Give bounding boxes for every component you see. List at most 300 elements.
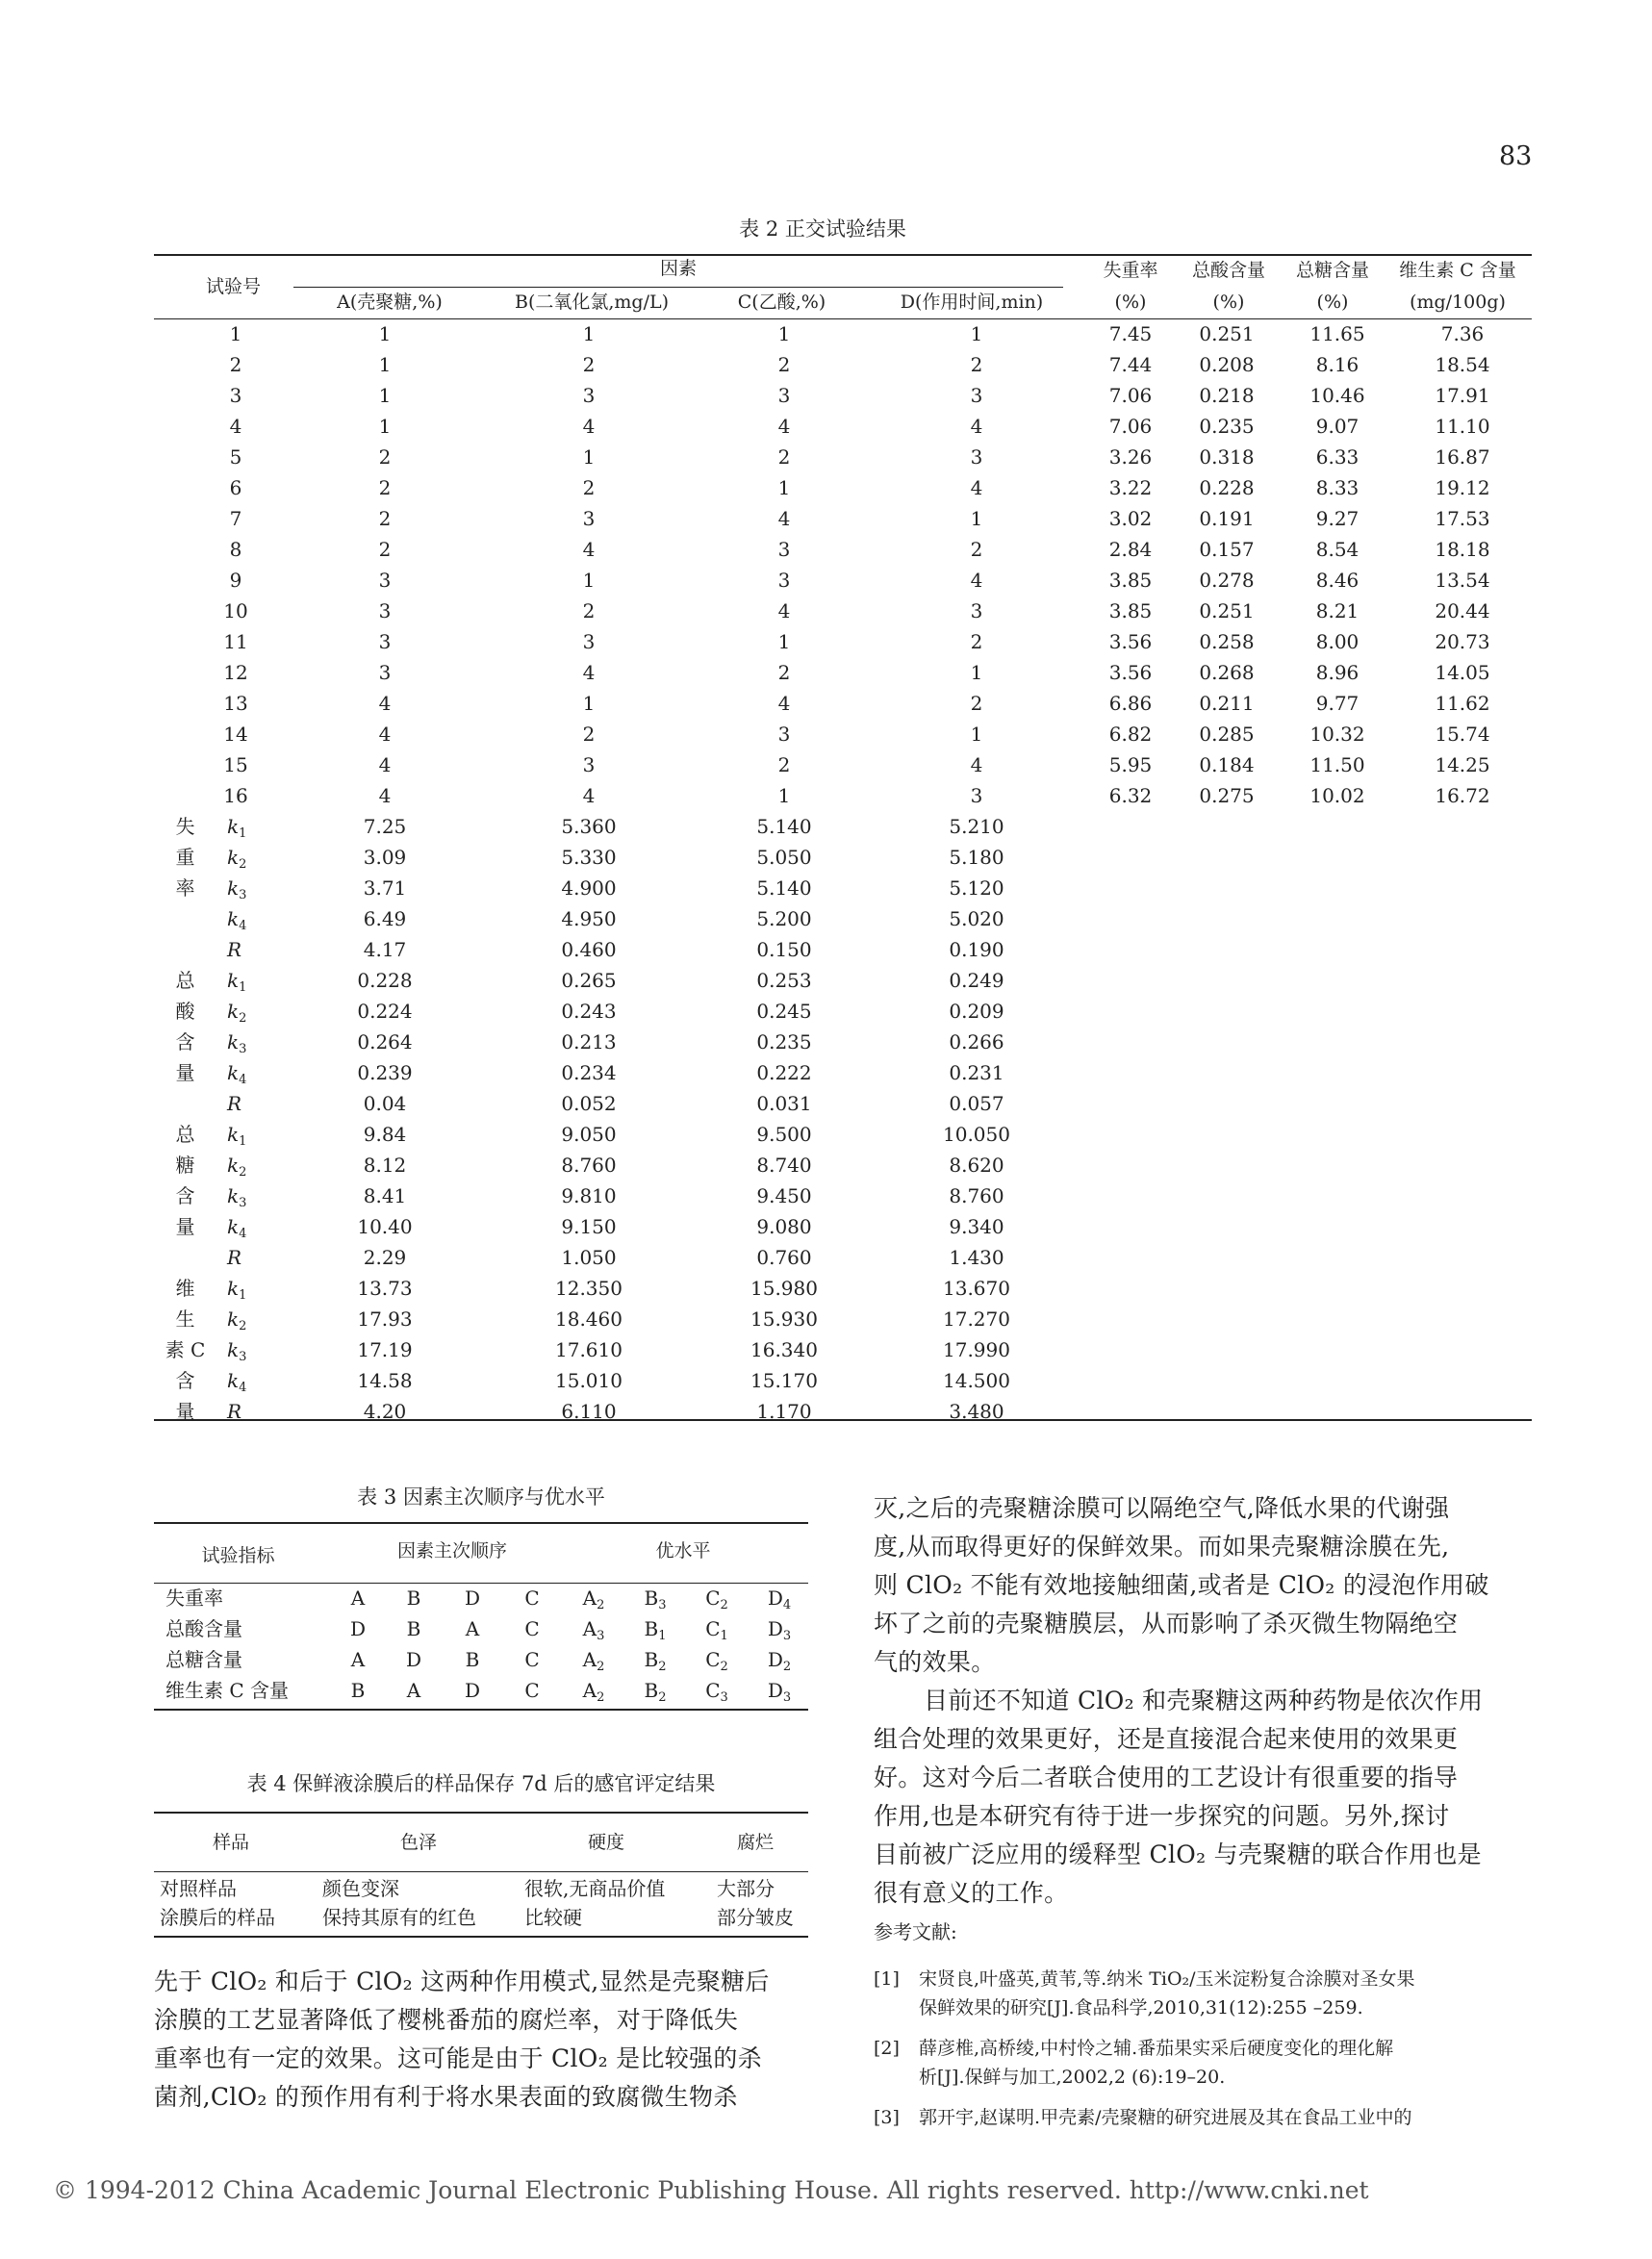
table2-cell: 6.110	[561, 1400, 617, 1423]
table2-stat-symbol: $k_4$	[227, 907, 247, 933]
table2-metric-header: 总酸含量	[1191, 260, 1265, 281]
table2-header-factor-a: A(壳聚糖,%)	[337, 292, 443, 313]
table2-cell: 5.020	[949, 907, 1004, 930]
table2-cell: 9.450	[756, 1184, 812, 1207]
table2-header-factor-d: D(作用时间,min)	[900, 292, 1044, 313]
table2-cell: 3	[378, 569, 392, 592]
table2-cell: 15	[223, 753, 248, 776]
table2-cell: 7.06	[1108, 384, 1153, 407]
table2-cell: 2	[378, 476, 392, 499]
table2-cell: 2	[582, 599, 596, 622]
table2-cell: 17.990	[943, 1338, 1010, 1361]
table2-cell: 4	[970, 753, 983, 776]
table2-header-trial: 试验号	[205, 276, 261, 297]
table2-metric-header: 总糖含量	[1295, 260, 1369, 281]
table2-cell: 6.49	[363, 907, 407, 930]
table2-metric-unit: (%)	[1316, 292, 1349, 313]
table2-cell: 1	[582, 445, 596, 469]
table2-group-label: 率	[175, 876, 195, 900]
table2-cell: 11.62	[1435, 692, 1490, 715]
table2-cell: 15.74	[1435, 723, 1490, 746]
table2-cell: 0.228	[1199, 476, 1255, 499]
table2-cell: 9.77	[1315, 692, 1360, 715]
table2-cell: 8.16	[1315, 353, 1360, 376]
table2-cell: 2.29	[363, 1246, 407, 1269]
table2-cell: 3	[378, 661, 392, 684]
table2-cell: 2	[970, 538, 983, 561]
table2-cell: 1	[582, 692, 596, 715]
table2-cell: 1	[378, 384, 392, 407]
table2-group-label: 生	[175, 1307, 195, 1331]
table2-cell: 0.04	[363, 1092, 407, 1115]
table4-cell: 颜色变深	[322, 1877, 399, 1900]
table3-header-levels: 优水平	[655, 1540, 711, 1561]
table2-cell: 20.44	[1435, 599, 1490, 622]
table2-metric-header: 维生素 C 含量	[1399, 260, 1516, 281]
table2-cell: 15.930	[750, 1307, 818, 1331]
table2-cell: 13	[223, 692, 248, 715]
table2-cell: 1	[777, 784, 791, 807]
table2-header-factors: 因素	[659, 258, 697, 279]
table3-order: C	[524, 1648, 540, 1671]
table2-cell: 0.245	[756, 1000, 812, 1023]
table2-cell: 16.72	[1435, 784, 1490, 807]
table2-cell: 4	[777, 507, 791, 530]
table2-cell: 4.17	[363, 938, 407, 961]
paragraph-line: 坏了之前的壳聚糖膜层，从而影响了杀灭微生物隔绝空	[874, 1610, 1459, 1637]
table2-cell: 0.234	[561, 1061, 617, 1084]
table2-stat-symbol: $k_3$	[227, 1338, 247, 1364]
table3-level: $B_3$	[644, 1586, 667, 1612]
table2-group-label: 量	[175, 1215, 195, 1238]
table2-cell: 1	[582, 569, 596, 592]
table2-cell: 0.249	[949, 969, 1004, 992]
table3-caption: 表 3 因素主次顺序与优水平	[357, 1485, 605, 1509]
table2-cell: 6	[229, 476, 242, 499]
table2-stat-symbol: $k_4$	[227, 1215, 247, 1241]
paragraph-line: 则 ClO₂ 不能有效地接触细菌,或者是 ClO₂ 的浸泡作用破	[874, 1571, 1489, 1599]
table3-level: $A_2$	[582, 1679, 605, 1705]
table2-stat-symbol: $k_2$	[227, 1000, 247, 1026]
table2-stat-symbol: $k_1$	[227, 969, 247, 995]
table2-group-label: 量	[175, 1400, 195, 1423]
table2-cell: 0.266	[949, 1030, 1004, 1053]
table2-stat-symbol: R	[227, 1246, 242, 1269]
reference-number: [2]	[874, 2038, 900, 2059]
table2-stat-symbol: R	[227, 1092, 242, 1115]
table2-metric-header: 失重率	[1103, 260, 1158, 281]
paragraph-line: 涂膜的工艺显著降低了樱桃番茄的腐烂率，对于降低失	[154, 2006, 739, 2034]
table2-metric-unit: (mg/100g)	[1410, 292, 1506, 313]
table2-cell: 5	[229, 445, 242, 469]
table2-cell: 0.191	[1199, 507, 1255, 530]
table2-cell: 9.500	[756, 1123, 812, 1146]
table2-cell: 2	[378, 538, 392, 561]
table3-level: $D_2$	[767, 1648, 792, 1674]
table2-cell: 6.86	[1108, 692, 1153, 715]
table2-cell: 0.268	[1199, 661, 1255, 684]
paragraph-line: 重率也有一定的效果。这可能是由于 ClO₂ 是比较强的杀	[154, 2044, 762, 2072]
table2-cell: 0.157	[1199, 538, 1255, 561]
table2-cell: 3.85	[1108, 569, 1153, 592]
table2-cell: 2	[229, 353, 242, 376]
table2-cell: 3	[970, 599, 983, 622]
table2-cell: 0.211	[1199, 692, 1255, 715]
table2-group-label: 量	[175, 1061, 195, 1084]
table2-cell: 3.22	[1108, 476, 1153, 499]
table2-cell: 12	[223, 661, 248, 684]
table3-level: $D_4$	[767, 1586, 792, 1612]
table4-cell: 很软,无商品价值	[524, 1877, 666, 1900]
table2-cell: 17.93	[357, 1307, 413, 1331]
table2-cell: 8.12	[363, 1154, 407, 1177]
table2-cell: 0.243	[561, 1000, 617, 1023]
reference-line: 析[J].保鲜与加工,2002,2 (6):19–20.	[919, 2067, 1226, 2088]
table2-stat-symbol: $k_2$	[227, 1307, 247, 1333]
table2-cell: 2	[378, 445, 392, 469]
table2-cell: 4	[229, 415, 242, 438]
table2-cell: 0.235	[756, 1030, 812, 1053]
table2-cell: 1.430	[949, 1246, 1004, 1269]
table2-cell: 7.45	[1108, 322, 1153, 345]
table2-cell: 6.82	[1108, 723, 1153, 746]
table2-cell: 0.253	[756, 969, 812, 992]
table2-cell: 2	[777, 353, 791, 376]
reference-line: 保鲜效果的研究[J].食品科学,2010,31(12):255 –259.	[919, 1997, 1363, 2018]
table2-cell: 17.19	[357, 1338, 413, 1361]
table2-cell: 1	[378, 415, 392, 438]
reference-line: 薛彦椎,高桥绫,中村怜之辅.番茄果实采后硬度变化的理化解	[919, 2038, 1394, 2059]
table2-cell: 4	[378, 692, 392, 715]
table2-cell: 11.10	[1435, 415, 1490, 438]
table2-cell: 8.41	[363, 1184, 407, 1207]
table2-cell: 1	[970, 507, 983, 530]
table2-cell: 5.95	[1108, 753, 1153, 776]
table2-cell: 0.285	[1199, 723, 1255, 746]
table2-cell: 8.54	[1315, 538, 1360, 561]
table2-cell: 3	[582, 753, 596, 776]
paragraph-line: 目前被广泛应用的缓释型 ClO₂ 与壳聚糖的联合作用也是	[874, 1840, 1482, 1868]
table2-cell: 8.33	[1315, 476, 1360, 499]
table2-cell: 4	[970, 476, 983, 499]
table3-header-indicator: 试验指标	[201, 1545, 275, 1566]
table3-order: D	[405, 1648, 422, 1671]
table2-group-label: 含	[175, 1030, 195, 1053]
table2-cell: 9.84	[363, 1123, 407, 1146]
table2-cell: 9.340	[949, 1215, 1004, 1238]
table2-cell: 0.208	[1199, 353, 1255, 376]
table3-order: D	[464, 1679, 481, 1702]
table2-caption: 表 2 正交试验结果	[739, 217, 906, 241]
table2-cell: 8.46	[1315, 569, 1360, 592]
table2-cell: 0.251	[1199, 599, 1255, 622]
table4-cell: 涂膜后的样品	[160, 1906, 275, 1929]
table2-group-label: 素 C	[165, 1338, 206, 1361]
table2-cell: 4	[777, 599, 791, 622]
table2-cell: 7.36	[1440, 322, 1485, 345]
table2-cell: 4	[582, 538, 596, 561]
table2-cell: 0.235	[1199, 415, 1255, 438]
table2-cell: 3	[378, 630, 392, 653]
table3-level: $D_3$	[767, 1617, 792, 1643]
table2-cell: 4.900	[561, 876, 617, 900]
table2-cell: 2	[970, 353, 983, 376]
table2-cell: 0.760	[756, 1246, 812, 1269]
table2-cell: 0.218	[1199, 384, 1255, 407]
table2-cell: 0.460	[561, 938, 617, 961]
table2-stat-symbol: $k_1$	[227, 1277, 247, 1303]
table2-cell: 0.264	[357, 1030, 413, 1053]
table3-level: $B_2$	[644, 1679, 667, 1705]
table2-cell: 9.07	[1315, 415, 1360, 438]
table2-cell: 10	[223, 599, 248, 622]
table2-cell: 7.06	[1108, 415, 1153, 438]
table2-cell: 0.251	[1199, 322, 1255, 345]
table2-cell: 0.222	[756, 1061, 812, 1084]
table2-group-label: 总	[175, 969, 195, 992]
page-number: 83	[1499, 141, 1533, 171]
table3-order: D	[349, 1617, 367, 1640]
table2-cell: 3	[970, 384, 983, 407]
reference-line: 宋贤良,叶盛英,黄苇,等.纳米 TiO₂/玉米淀粉复合涂膜对圣女果	[919, 1968, 1415, 1990]
table2-cell: 16.340	[750, 1338, 818, 1361]
table2-cell: 9	[229, 569, 242, 592]
table2-cell: 0.057	[949, 1092, 1004, 1115]
table2-cell: 4	[582, 661, 596, 684]
table2-cell: 4.950	[561, 907, 617, 930]
table3-order: D	[464, 1586, 481, 1610]
copyright-footer: © 1994-2012 China Academic Journal Electronic Publishing House. All rights reserved. http://www.cnki.net	[53, 2176, 1369, 2204]
table3-level: $C_2$	[705, 1586, 728, 1612]
table2-cell: 17.91	[1435, 384, 1490, 407]
table2-cell: 2	[777, 445, 791, 469]
table2-group-label: 含	[175, 1369, 195, 1392]
table2-cell: 5.200	[756, 907, 812, 930]
table2-metric-unit: (%)	[1212, 292, 1245, 313]
table2-cell: 14.05	[1435, 661, 1490, 684]
table2-cell: 2.84	[1108, 538, 1153, 561]
table2-cell: 14.25	[1435, 753, 1490, 776]
table2-cell: 4	[378, 723, 392, 746]
table2-group-label: 酸	[175, 1000, 195, 1023]
table2-cell: 1	[582, 322, 596, 345]
table2-cell: 5.210	[949, 815, 1004, 838]
paragraph-line: 作用,也是本研究有待于进一步探究的问题。另外,探讨	[874, 1802, 1450, 1830]
table2-cell: 1	[229, 322, 242, 345]
table4-caption: 表 4 保鲜液涂膜后的样品保存 7d 后的感官评定结果	[246, 1772, 716, 1795]
paragraph-line: 目前还不知道 ClO₂ 和壳聚糖这两种药物是依次作用	[924, 1687, 1484, 1714]
table2-metric-unit: (%)	[1114, 292, 1147, 313]
table2-group-label: 糖	[175, 1154, 195, 1177]
table2-header-factor-b: B(二氧化氯,mg/L)	[514, 292, 670, 313]
table2-cell: 11.65	[1309, 322, 1365, 345]
table2-stat-symbol: R	[227, 938, 242, 961]
table3-order: A	[465, 1617, 480, 1640]
table4-header-hardness: 硬度	[587, 1832, 624, 1853]
table2-cell: 0.228	[357, 969, 413, 992]
table2-cell: 18.54	[1435, 353, 1490, 376]
table3-level: $A_2$	[582, 1586, 605, 1612]
table2-cell: 5.120	[949, 876, 1004, 900]
table2-cell: 1	[378, 353, 392, 376]
table2-stat-symbol: $k_3$	[227, 876, 247, 902]
table2-cell: 3	[229, 384, 242, 407]
table2-group-label: 失	[175, 815, 195, 838]
table2-cell: 2	[970, 630, 983, 653]
table2-cell: 3	[582, 507, 596, 530]
table2-cell: 6.33	[1315, 445, 1360, 469]
table3-order: C	[524, 1586, 540, 1610]
table2-cell: 8.760	[949, 1184, 1004, 1207]
table2-cell: 3	[777, 384, 791, 407]
table2-cell: 9.050	[561, 1123, 617, 1146]
table2-cell: 13.73	[357, 1277, 413, 1300]
table2-cell: 8.620	[949, 1154, 1004, 1177]
reference-number: [1]	[874, 1968, 900, 1990]
table2-cell: 3.02	[1108, 507, 1153, 530]
table2-cell: 1.050	[561, 1246, 617, 1269]
table2-cell: 10.32	[1309, 723, 1365, 746]
table3-order: A	[350, 1586, 366, 1610]
table2-cell: 1	[970, 723, 983, 746]
table2-cell: 3.71	[363, 876, 407, 900]
table3-order: B	[465, 1648, 480, 1671]
table2-cell: 3.26	[1108, 445, 1153, 469]
table2-cell: 3.56	[1108, 661, 1153, 684]
table2-cell: 16	[223, 784, 248, 807]
table2-cell: 3	[582, 630, 596, 653]
paragraph-line: 好。这对今后二者联合使用的工艺设计有很重要的指导	[874, 1764, 1459, 1791]
table2-cell: 4	[777, 415, 791, 438]
table3-order: B	[406, 1586, 421, 1610]
table2-cell: 0.275	[1199, 784, 1255, 807]
table2-cell: 2	[582, 353, 596, 376]
paragraph-line: 先于 ClO₂ 和后于 ClO₂ 这两种作用模式,显然是壳聚糖后	[154, 1967, 770, 1995]
references-heading: 参考文献:	[874, 1920, 957, 1943]
table2-cell: 0.265	[561, 969, 617, 992]
table2-cell: 3.85	[1108, 599, 1153, 622]
table2-cell: 1	[777, 476, 791, 499]
table3-level: $B_2$	[644, 1648, 667, 1674]
table3-level: $C_3$	[705, 1679, 728, 1705]
table2-cell: 17.270	[943, 1307, 1010, 1331]
table2-cell: 0.052	[561, 1092, 617, 1115]
table2-cell: 1	[777, 322, 791, 345]
table2-cell: 2	[777, 661, 791, 684]
table2-cell: 15.170	[750, 1369, 818, 1392]
table2-cell: 3	[970, 445, 983, 469]
table3-order: B	[406, 1617, 421, 1640]
table2-group-label: 重	[175, 846, 195, 869]
table3-indicator: 总糖含量	[165, 1648, 242, 1671]
table2-cell: 5.180	[949, 846, 1004, 869]
table2-cell: 9.27	[1315, 507, 1360, 530]
table2-cell: 5.050	[756, 846, 812, 869]
table2-stat-symbol: $k_2$	[227, 846, 247, 872]
table3-order: A	[350, 1648, 366, 1671]
table2-cell: 3	[970, 784, 983, 807]
table2-group-label: 含	[175, 1184, 195, 1207]
table2-cell: 1	[970, 661, 983, 684]
table2-stat-symbol: $k_1$	[227, 1123, 247, 1149]
table3-level: $B_1$	[644, 1617, 667, 1643]
table3-order: A	[406, 1679, 421, 1702]
table2-cell: 0.190	[949, 938, 1004, 961]
table2-cell: 10.02	[1309, 784, 1365, 807]
table2-cell: 0.278	[1199, 569, 1255, 592]
table2-cell: 0.213	[561, 1030, 617, 1053]
table2-cell: 20.73	[1435, 630, 1490, 653]
table2-cell: 12.350	[555, 1277, 623, 1300]
table4-header-rot: 腐烂	[736, 1832, 774, 1853]
table2-cell: 4	[582, 784, 596, 807]
reference-line: 郭开宇,赵谋明.甲壳素/壳聚糖的研究进展及其在食品工业中的	[919, 2107, 1412, 2128]
table2-cell: 2	[970, 692, 983, 715]
table2-cell: 14.500	[943, 1369, 1010, 1392]
table2-header-factor-c: C(乙酸,%)	[737, 292, 826, 313]
table2-cell: 2	[378, 507, 392, 530]
table2-stat-symbol: $k_3$	[227, 1030, 247, 1056]
table3-level: $C_2$	[705, 1648, 728, 1674]
table4-header-sample: 样品	[212, 1832, 249, 1853]
table2-cell: 10.40	[357, 1215, 413, 1238]
paragraph-line: 组合处理的效果更好，还是直接混合起来使用的效果更	[874, 1725, 1459, 1753]
table3-level: $A_2$	[582, 1648, 605, 1674]
table3-order: C	[524, 1617, 540, 1640]
table2-cell: 14	[223, 723, 248, 746]
table2-cell: 11.50	[1309, 753, 1365, 776]
table2-cell: 5.140	[756, 876, 812, 900]
table2-cell: 3.09	[363, 846, 407, 869]
table4-cell: 对照样品	[160, 1877, 237, 1900]
table2-cell: 0.239	[357, 1061, 413, 1084]
table2-cell: 5.140	[756, 815, 812, 838]
table2-cell: 3	[777, 538, 791, 561]
table2-cell: 7	[229, 507, 242, 530]
table3-level: $C_1$	[705, 1617, 728, 1643]
table3-order: B	[350, 1679, 366, 1702]
table2-stat-symbol: $k_4$	[227, 1061, 247, 1087]
table3-indicator: 维生素 C 含量	[165, 1679, 290, 1702]
table2-cell: 0.318	[1199, 445, 1255, 469]
paragraph-line: 灭,之后的壳聚糖涂膜可以隔绝空气,降低水果的代谢强	[874, 1494, 1450, 1522]
paragraph-line: 很有意义的工作。	[874, 1879, 1069, 1907]
table2-cell: 9.150	[561, 1215, 617, 1238]
table2-cell: 9.810	[561, 1184, 617, 1207]
table2-cell: 8.00	[1315, 630, 1360, 653]
table2-cell: 0.150	[756, 938, 812, 961]
table2-stat-symbol: $k_1$	[227, 815, 247, 841]
table2-cell: 10.46	[1309, 384, 1365, 407]
table2-stat-symbol: R	[227, 1400, 242, 1423]
table4-header-color: 色泽	[399, 1832, 437, 1853]
table2-cell: 1	[777, 630, 791, 653]
table2-cell: 2	[582, 476, 596, 499]
table2-group-label: 维	[175, 1277, 195, 1300]
table2-cell: 0.231	[949, 1061, 1004, 1084]
table2-stat-symbol: $k_4$	[227, 1369, 247, 1395]
table2-cell: 1	[970, 322, 983, 345]
table2-cell: 1	[378, 322, 392, 345]
table4-cell: 大部分	[717, 1877, 775, 1900]
paragraph-line: 菌剂,ClO₂ 的预作用有利于将水果表面的致腐微生物杀	[154, 2083, 738, 2111]
table2-cell: 4.20	[363, 1400, 407, 1423]
reference-number: [3]	[874, 2107, 900, 2128]
table2-cell: 13.54	[1435, 569, 1490, 592]
table2-cell: 4	[378, 753, 392, 776]
table3-level: $D_3$	[767, 1679, 792, 1705]
table2-cell: 13.670	[943, 1277, 1010, 1300]
